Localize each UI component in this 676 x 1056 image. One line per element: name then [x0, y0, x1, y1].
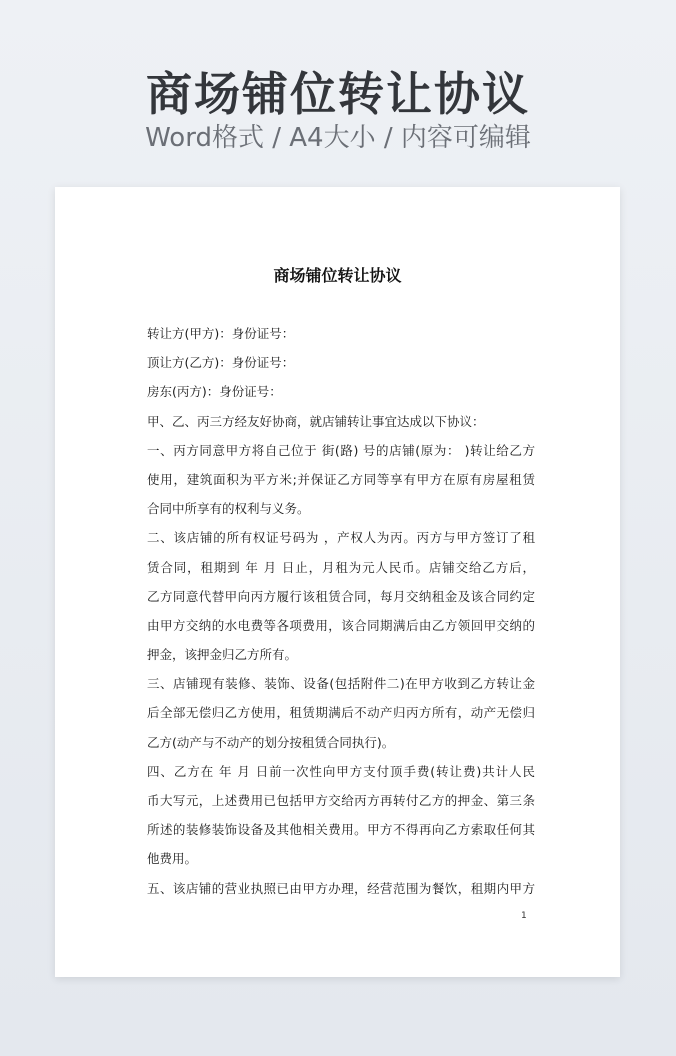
clause-4-line-2: 币大写元，上述费用已包括甲方交给丙方再转付乙方的押金、第三条 — [147, 793, 535, 808]
clause-5-line-1: 五、该店铺的营业执照已由甲方办理，经营范围为餐饮，租期内甲方 — [147, 880, 535, 896]
agreement-intro-line: 甲、乙、丙三方经友好协商，就店铺转让事宜达成以下协议： — [147, 413, 485, 429]
document-title: 商场铺位转让协议 — [273, 266, 402, 285]
clause-4-line-1: 四、乙方在 年 月 日前一次性向甲方支付顶手费(转让费)共计人民 — [147, 763, 535, 779]
document-page — [55, 187, 620, 977]
clause-1-line-2: 使用，建筑面积为平方米;并保证乙方同等享有甲方在原有房屋租赁 — [147, 471, 535, 487]
clause-3-line-1: 三、店铺现有装修、装饰、设备(包括附件二)在甲方收到乙方转让金 — [147, 676, 535, 692]
party-landlord-line: 房东(丙方)：身份证号： — [147, 384, 282, 400]
clause-2-line-1: 二、该店铺的所有权证号码为 ，产权人为丙。丙方与甲方签订了租 — [147, 530, 535, 546]
clause-1-line-3: 合同中所享有的权利与义务。 — [147, 501, 310, 517]
clause-3-line-2: 后全部无偿归乙方使用，租赁期满后不动产归丙方所有，动产无偿归 — [147, 705, 535, 721]
clause-2-line-3: 乙方同意代替甲向丙方履行该租赁合同，每月交纳租金及该合同约定 — [147, 588, 535, 604]
clause-2-line-2: 赁合同，租期到 年 月 日止，月租为元人民币。店铺交给乙方后， — [147, 559, 535, 575]
clause-1-line-1: 一、丙方同意甲方将自己位于 街(路) 号的店铺(原为： )转让给乙方 — [147, 442, 535, 458]
party-transferee-line: 顶让方(乙方)：身份证号： — [147, 355, 295, 371]
banner — [0, 0, 676, 186]
clause-4-line-4: 他费用。 — [147, 851, 198, 867]
page-number: 1 — [521, 911, 527, 921]
banner-subtitle: Word格式 / A4大小 / 内容可编辑 — [145, 123, 531, 153]
clause-2-line-4: 由甲方交纳的水电费等各项费用，该合同期满后由乙方领回甲交纳的 — [147, 617, 535, 633]
document-body — [147, 319, 535, 903]
party-transferor-line: 转让方(甲方)：身份证号： — [147, 326, 295, 341]
banner-title: 商场铺位转让协议 — [146, 67, 530, 121]
clause-2-line-5: 押金，该押金归乙方所有。 — [147, 647, 298, 663]
clause-3-line-3: 乙方(动产与不动产的划分按租赁合同执行)。 — [147, 734, 395, 750]
clause-4-line-3: 所述的装修装饰设备及其他相关费用。甲方不得再向乙方索取任何其 — [147, 822, 535, 838]
